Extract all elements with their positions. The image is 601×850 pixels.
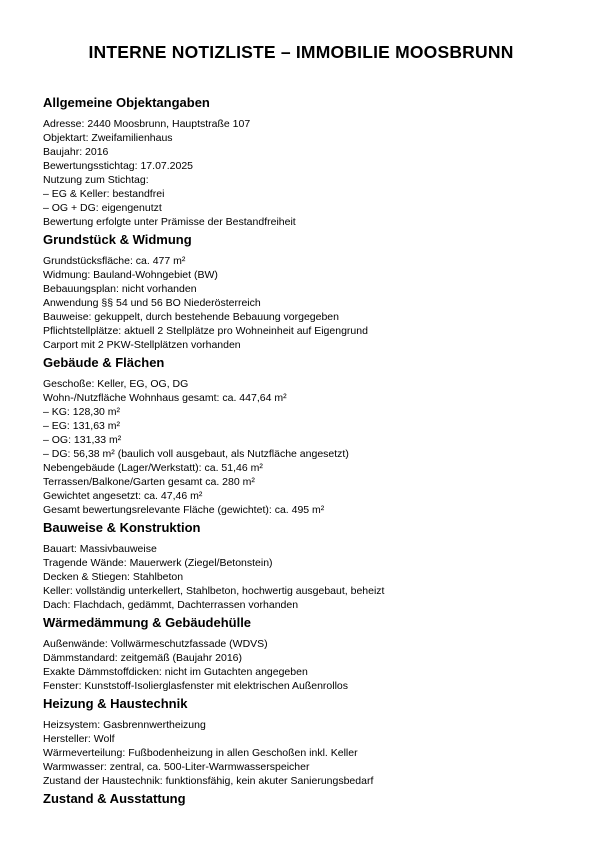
document-line: Wohn-/Nutzfläche Wohnhaus gesamt: ca. 447,64 m²: [43, 392, 287, 404]
document-line: Decken & Stiegen: Stahlbeton: [43, 571, 184, 583]
document-line: Widmung: Bauland-Wohngebiet (BW): [43, 269, 218, 281]
document-line: – DG: 56,38 m² (baulich voll ausgebaut, als Nutzfläche angesetzt): [43, 448, 349, 460]
document-line: Terrassen/Balkone/Garten gesamt ca. 280 m²: [43, 476, 255, 488]
section-heading: Grundstück & Widmung: [43, 232, 192, 247]
section-heading: Zustand & Ausstattung: [43, 791, 186, 806]
document-section: [43, 232, 559, 352]
document-line: Pflichtstellplätze: aktuell 2 Stellplätze pro Wohneinheit auf Eigengrund: [43, 325, 368, 337]
section-heading: Allgemeine Objektangaben: [43, 95, 210, 110]
document-line: Zustand der Haustechnik: funktionsfähig, kein akuter Sanierungsbedarf: [43, 775, 374, 787]
section-heading: Heizung & Haustechnik: [43, 696, 188, 711]
document-line: Bewertung erfolgte unter Prämisse der Bestandfreiheit: [43, 216, 296, 228]
document-line: Hersteller: Wolf: [43, 733, 115, 745]
document-line: Warmwasser: zentral, ca. 500-Liter-Warmwasserspeicher: [43, 761, 310, 773]
section-heading: Gebäude & Flächen: [43, 355, 165, 370]
document-body: [43, 95, 559, 807]
document-section: [43, 520, 559, 612]
document-line: – OG + DG: eigengenutzt: [43, 202, 162, 214]
document-section: [43, 95, 559, 229]
document-line: Dämmstandard: zeitgemäß (Baujahr 2016): [43, 652, 243, 664]
document-line: Heizsystem: Gasbrennwertheizung: [43, 719, 206, 731]
document-line: Bewertungsstichtag: 17.07.2025: [43, 160, 194, 172]
document-line: – OG: 131,33 m²: [43, 434, 122, 446]
document-line: Exakte Dämmstoffdicken: nicht im Gutachten angegeben: [43, 666, 308, 678]
document-line: Tragende Wände: Mauerwerk (Ziegel/Betonstein): [43, 557, 273, 569]
document-line: Wärmeverteilung: Fußbodenheizung in allen Geschoßen inkl. Keller: [43, 747, 358, 759]
document-line: Gesamt bewertungsrelevante Fläche (gewichtet): ca. 495 m²: [43, 504, 325, 516]
document-line: Nebengebäude (Lager/Werkstatt): ca. 51,46 m²: [43, 462, 263, 474]
document-line: Geschoße: Keller, EG, OG, DG: [43, 378, 189, 390]
document-line: – EG: 131,63 m²: [43, 420, 121, 432]
document-section: [43, 791, 559, 807]
document-line: Grundstücksfläche: ca. 477 m²: [43, 255, 186, 267]
document-line: Nutzung zum Stichtag:: [43, 174, 149, 186]
document-line: Baujahr: 2016: [43, 146, 109, 158]
document-line: Bauweise: gekuppelt, durch bestehende Bebauung vorgegeben: [43, 311, 339, 323]
document-section: [43, 355, 559, 517]
document-title: INTERNE NOTIZLISTE – IMMOBILIE MOOSBRUNN: [88, 42, 514, 62]
document-line: Objektart: Zweifamilienhaus: [43, 132, 173, 144]
document-line: Außenwände: Vollwärmeschutzfassade (WDVS): [43, 638, 268, 650]
document-line: Carport mit 2 PKW-Stellplätzen vorhanden: [43, 339, 241, 351]
section-heading: Wärmedämmung & Gebäudehülle: [43, 615, 252, 630]
document-section: [43, 696, 559, 788]
document-line: Bauart: Massivbauweise: [43, 543, 157, 555]
document-line: Bebauungsplan: nicht vorhanden: [43, 283, 197, 295]
document-line: Adresse: 2440 Moosbrunn, Hauptstraße 107: [43, 118, 251, 130]
document-line: Gewichtet angesetzt: ca. 47,46 m²: [43, 490, 203, 502]
document-line: Anwendung §§ 54 und 56 BO Niederösterreich: [43, 297, 261, 309]
document-line: Keller: vollständig unterkellert, Stahlbeton, hochwertig ausgebaut, beheizt: [43, 585, 385, 597]
document-line: Fenster: Kunststoff-Isolierglasfenster mit elektrischen Außenrollos: [43, 680, 349, 692]
document-line: – EG & Keller: bestandfrei: [43, 188, 165, 200]
section-heading: Bauweise & Konstruktion: [43, 520, 201, 535]
document-section: [43, 615, 559, 693]
document-line: Dach: Flachdach, gedämmt, Dachterrassen vorhanden: [43, 599, 299, 611]
document-line: – KG: 128,30 m²: [43, 406, 121, 418]
